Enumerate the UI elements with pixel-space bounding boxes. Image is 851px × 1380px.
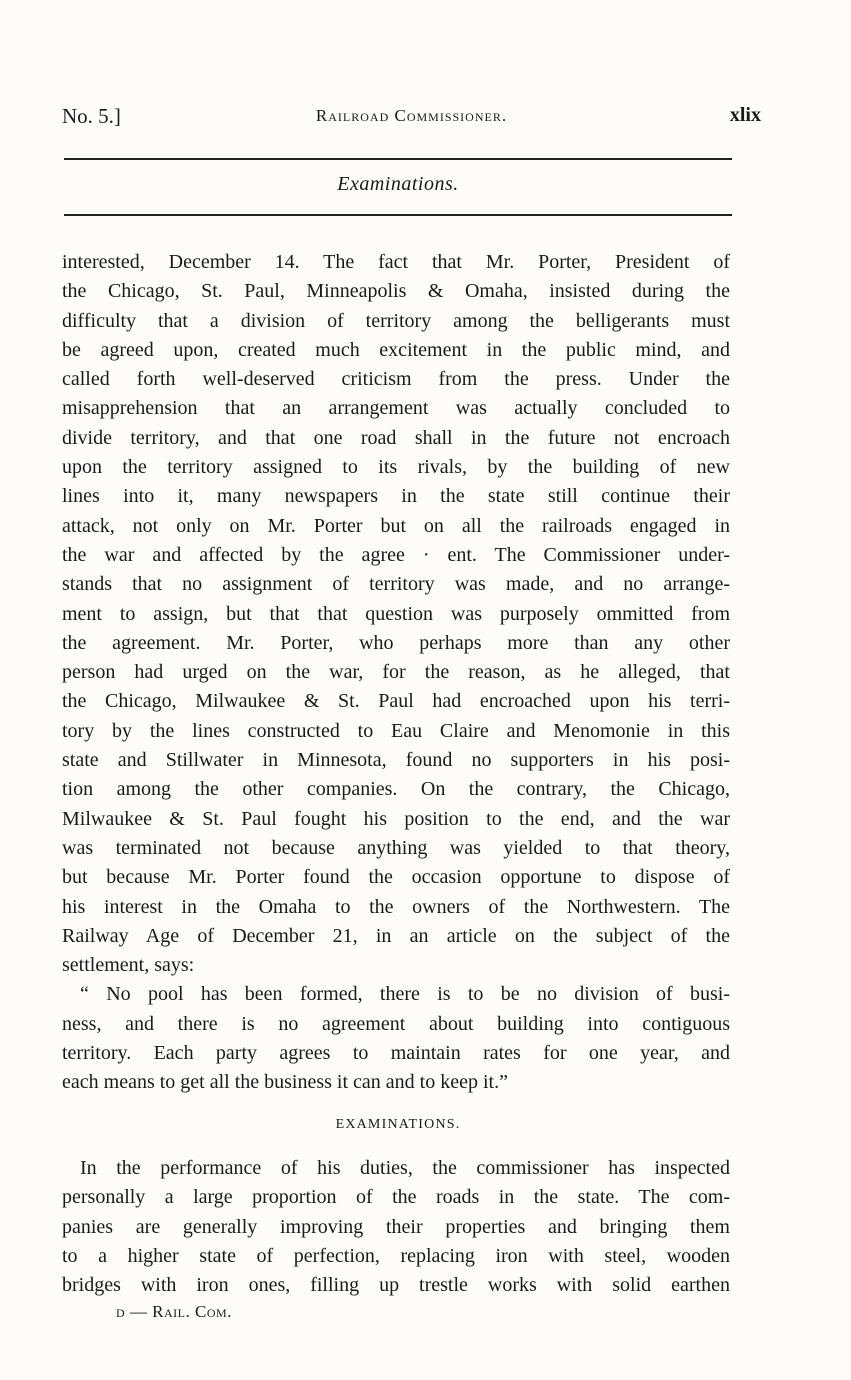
text-line: was terminated not because anything was yielded to that theory, (62, 836, 730, 859)
text-line: the Chicago, St. Paul, Minneapolis & Omaha, insisted during the (62, 280, 730, 303)
main-text (62, 248, 730, 1098)
text-line: called forth well-deserved criticism from the press. Under the (62, 368, 730, 391)
text-line: ment to assign, but that that question was purposely ommitted from (62, 602, 730, 625)
paragraph-1 (62, 248, 730, 980)
quote-block (62, 980, 730, 1097)
text-line: personally a large proportion of the roads in the state. The com- (62, 1186, 730, 1209)
text-line: bridges with iron ones, filling up trestle works with solid earthen (62, 1274, 730, 1297)
text-line: misapprehension that an arrangement was actually concluded to (62, 397, 730, 420)
paragraph-2-lines (62, 1154, 730, 1300)
text-line: each means to get all the business it can and to keep it.” (62, 1071, 508, 1094)
text-line: ness, and there is no agreement about building into contiguous (62, 1012, 730, 1035)
page-header (62, 104, 761, 134)
top-rule (64, 158, 732, 160)
text-line: territory. Each party agrees to maintain rates for one year, and (62, 1042, 730, 1065)
signature-mark: d — Rail. Com. (116, 1302, 232, 1321)
text-line: person had urged on the war, for the reason, as he alleged, that (62, 661, 730, 684)
running-title: Examinations. (337, 173, 459, 195)
text-line: to a higher state of perfection, replacing iron with steel, wooden (62, 1244, 730, 1267)
document-number: No. 5.] (62, 104, 121, 128)
text-line: lines into it, many newspapers in the state still continue their (62, 485, 730, 508)
text-line: the Chicago, Milwaukee & St. Paul had encroached upon his terri- (62, 690, 730, 713)
page-number: xlix (729, 104, 761, 126)
text-line: be agreed upon, created much excitement in the public mind, and (62, 338, 730, 361)
text-line: “ No pool has been formed, there is to be no division of busi- (80, 983, 730, 1006)
text-line: the war and affected by the agree · ent. The Commissioner under- (62, 543, 730, 566)
text-line: upon the territory assigned to its rivals, by the building of new (62, 456, 730, 479)
text-line: Milwaukee & St. Paul fought his position to the end, and the war (62, 807, 730, 830)
text-line: panies are generally improving their properties and bringing them (62, 1215, 730, 1238)
text-line: In the performance of his duties, the commissioner has inspected (80, 1157, 730, 1179)
section-heading: EXAMINATIONS. (335, 1117, 461, 1132)
text-line: the agreement. Mr. Porter, who perhaps more than any other (62, 631, 730, 654)
text-line: divide territory, and that one road shall in the future not encroach (62, 426, 730, 449)
text-line: but because Mr. Porter found the occasion opportune to dispose of (62, 866, 730, 889)
text-line: tion among the other companies. On the contrary, the Chicago, (62, 778, 730, 801)
text-line: Railway Age of December 21, in an article on the subject of the (62, 924, 730, 947)
header-title: Railroad Commissioner. (315, 106, 508, 125)
text-line: attack, not only on Mr. Porter but on all the railroads engaged in (62, 514, 730, 537)
paragraph-2 (62, 1154, 730, 1300)
text-line: interested, December 14. The fact that Mr. Porter, President of (62, 251, 730, 273)
bottom-rule (64, 214, 732, 216)
text-line: tory by the lines constructed to Eau Claire and Menomonie in this (62, 719, 730, 742)
text-line: settlement, says: (62, 954, 195, 977)
text-line: difficulty that a division of territory among the belligerants must (62, 309, 730, 332)
text-line: stands that no assignment of territory was made, and no arrange- (62, 573, 730, 596)
text-line: state and Stillwater in Minnesota, found no supporters in his posi- (62, 749, 730, 772)
text-line: his interest in the Omaha to the owners of the Northwestern. The (62, 895, 730, 918)
